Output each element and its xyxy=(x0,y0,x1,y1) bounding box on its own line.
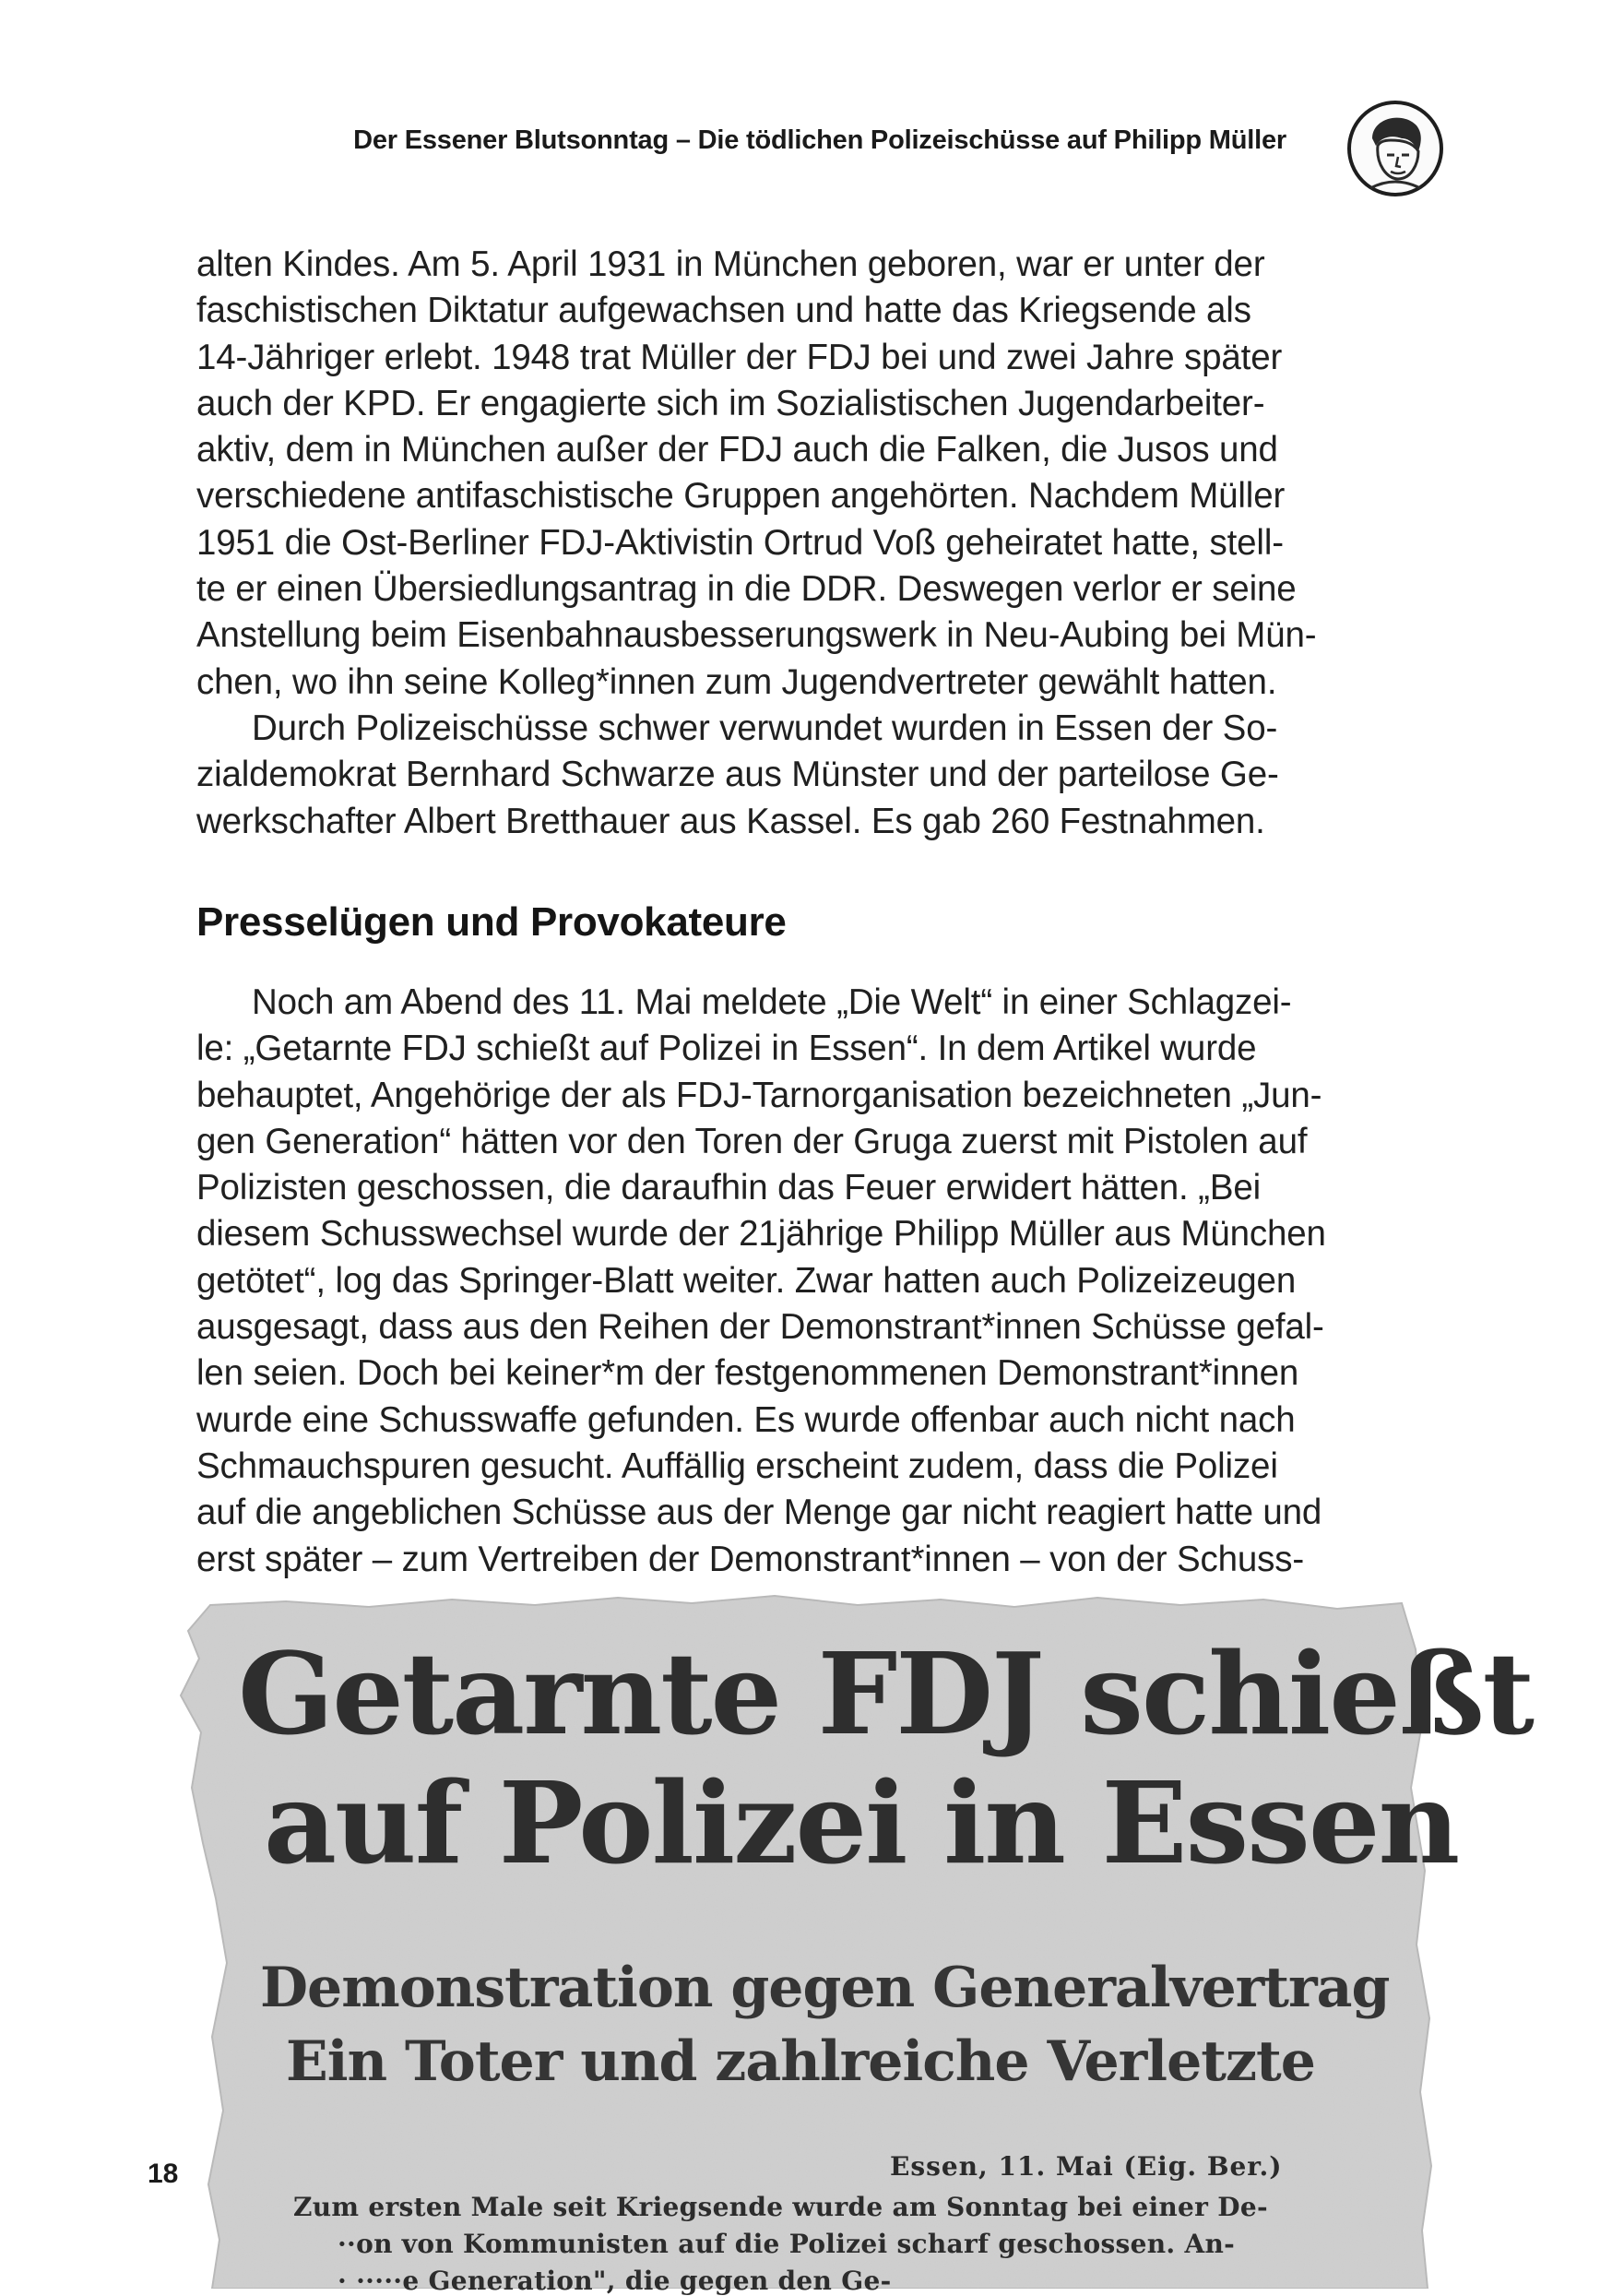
text-block-2 xyxy=(196,980,1410,1583)
text-line: le: „Getarnte FDJ schießt auf Polizei in Essen“. In dem Artikel wurde xyxy=(196,1029,1257,1069)
text-line: diesem Schusswechsel wurde der 21jährige Philipp Müller aus München xyxy=(196,1214,1326,1255)
text-line: Anstellung beim Eisenbahnausbesserungswerk in Neu-Aubing bei Mün- xyxy=(196,615,1317,656)
clipping-body-line: Zum ersten Male seit Kriegsende wurde am Sonntag bei einer De- xyxy=(293,2192,1268,2222)
text-line: erst später – zum Vertreiben der Demonstrant*innen – von der Schuss- xyxy=(196,1539,1305,1579)
text-line: 1951 die Ost-Berliner FDJ-Aktivistin Ortrud Voß geheiratet hatte, stell- xyxy=(196,522,1284,563)
text-line: Polizisten geschossen, die daraufhin das Feuer erwidert hätten. „Bei xyxy=(196,1168,1262,1208)
clipping-dateline: Essen, 11. Mai (Eig. Ber.) xyxy=(890,2151,1283,2182)
text-line: Noch am Abend des 11. Mai meldete „Die Welt“ in einer Schlagzei- xyxy=(252,982,1292,1022)
text-line: getötet“, log das Springer-Blatt weiter. Zwar hatten auch Polizeizeugen xyxy=(196,1260,1297,1301)
text-line: chen, wo ihn seine Kolleg*innen zum Jugendvertreter gewählt hatten. xyxy=(196,661,1277,702)
clipping-body-line: · ·····e Generation", die gegen den Ge- xyxy=(338,2266,892,2296)
text-line: verschiedene antifaschistische Gruppen angehörten. Nachdem Müller xyxy=(196,476,1286,517)
text-line: auf die angeblichen Schüsse aus der Menge gar nicht reagiert hatte und xyxy=(196,1493,1322,1533)
clipping-headline: auf Polizei in Essen xyxy=(264,1756,1459,1889)
text-block-1 xyxy=(196,242,1410,845)
text-line: te er einen Übersiedlungsantrag in die DDR. Deswegen verlor er seine xyxy=(196,569,1297,610)
newspaper-clipping xyxy=(175,1594,1533,2296)
text-line: auch der KPD. Er engagierte sich im Sozialistischen Jugendarbeiter- xyxy=(196,383,1265,423)
text-line: aktiv, dem in München außer der FDJ auch die Falken, die Jusos und xyxy=(196,430,1278,470)
clipping-subheadline: Demonstration gegen Generalvertrag xyxy=(260,1956,1390,2020)
text-line: behauptet, Angehörige der als FDJ-Tarnorganisation bezeichneten „Jun- xyxy=(196,1075,1322,1115)
text-line: zialdemokrat Bernhard Schwarze aus Münster und der parteilose Ge- xyxy=(196,755,1279,795)
running-header: Der Essener Blutsonntag – Die tödlichen Polizeischüsse auf Philipp Müller xyxy=(353,125,1286,155)
text-line: Schmauchspuren gesucht. Auffällig erscheint zudem, dass die Polizei xyxy=(196,1445,1278,1486)
text-line: Durch Polizeischüsse schwer verwundet wurden in Essen der So- xyxy=(252,708,1278,748)
text-line: alten Kindes. Am 5. April 1931 in München geboren, war er unter der xyxy=(196,244,1265,284)
text-line: ausgesagt, dass aus den Reihen der Demonstrant*innen Schüsse gefal- xyxy=(196,1307,1324,1348)
portrait-icon xyxy=(1345,98,1446,199)
clipping-subheadline: Ein Toter und zahlreiche Verletzte xyxy=(286,2029,1315,2094)
text-line: 14-Jähriger erlebt. 1948 trat Müller der FDJ bei und zwei Jahre später xyxy=(196,337,1283,377)
page-number: 18 xyxy=(148,2159,179,2189)
text-line: gen Generation“ hätten vor den Toren der Gruga zuerst mit Pistolen auf xyxy=(196,1121,1308,1161)
section-heading: Presselügen und Provokateure xyxy=(196,899,787,945)
text-line: werkschafter Albert Bretthauer aus Kassel. Es gab 260 Festnahmen. xyxy=(196,801,1265,841)
clipping-body-line: ··on von Kommunisten auf die Polizei scharf geschossen. An- xyxy=(338,2229,1236,2259)
text-line: wurde eine Schusswaffe gefunden. Es wurde offenbar auch nicht nach xyxy=(196,1399,1296,1440)
clipping-headline: Getarnte FDJ schießt xyxy=(238,1627,1533,1760)
text-line: len seien. Doch bei keiner*m der festgenommenen Demonstrant*innen xyxy=(196,1353,1299,1394)
text-line: faschistischen Diktatur aufgewachsen und hatte das Kriegsende als xyxy=(196,291,1251,331)
